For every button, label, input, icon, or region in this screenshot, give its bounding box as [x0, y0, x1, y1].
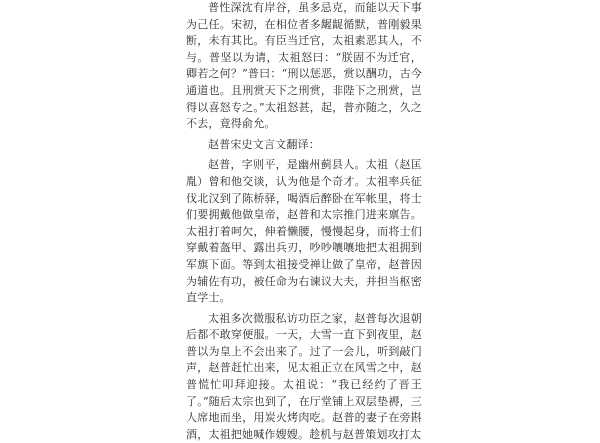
section-heading: 赵普宋史文言文翻译：	[208, 137, 320, 151]
document-page	[186, 0, 422, 441]
paragraph-translation-2: 太祖多次微服私访功臣之家，赵普每次退朝后都不敢穿便服。一天，大雪一直下到夜里，赵普以为皇上不会出来了。过了一会儿，听到敲门声，赵普赶忙出来，见太祖正立在风雪之中，赵普慌忙叩拜迎接。太祖说：“我已经约了晋王了。”随后太宗也到了，在厅堂铺上双层垫褥，三人席地而坐，用炭火烤肉吃。赵普的妻子在旁斟酒，太祖把她喊作嫂嫂。趁机与赵普策划攻打太	[186, 311, 422, 441]
paragraph-translation-1: 赵普，字则平，是幽州蓟县人。太祖（赵匡胤）曾和他交谈，认为他是个奇才。太祖率兵征伐北汉到了陈桥驿，喝酒后醉卧在军帐里，将士们要拥戴他做皇帝，赵普和太宗推门进来禀告。太祖打着呵欠，伸着懒腰，慢慢起身，而将士们穿戴着盔甲、露出兵刃，吵吵嚷嚷地把太祖拥到军旗下面。等到太祖接受禅让做了皇帝，赵普因为辅佐有功，被任命为右谏议大夫，并担当枢密直学士。	[186, 158, 422, 305]
paragraph-original-text: 普性深沈有岸谷，虽多忌克，而能以天下事为己任。宋初，在相位者多龌龊循默，普刚毅果断，未有其比。有臣当迁官，太祖素恶其人，不与。普坚以为请，太祖怒曰：“朕固不为迁官，卿若之何？”普曰：“刑以惩恶，赏以酬功，古今通道也。且刑赏天下之刑赏，非陛下之刑赏，岂得以喜怒专之。”太祖怒甚，起，普亦随之，久之不去，竟得俞允。	[186, 1, 422, 131]
